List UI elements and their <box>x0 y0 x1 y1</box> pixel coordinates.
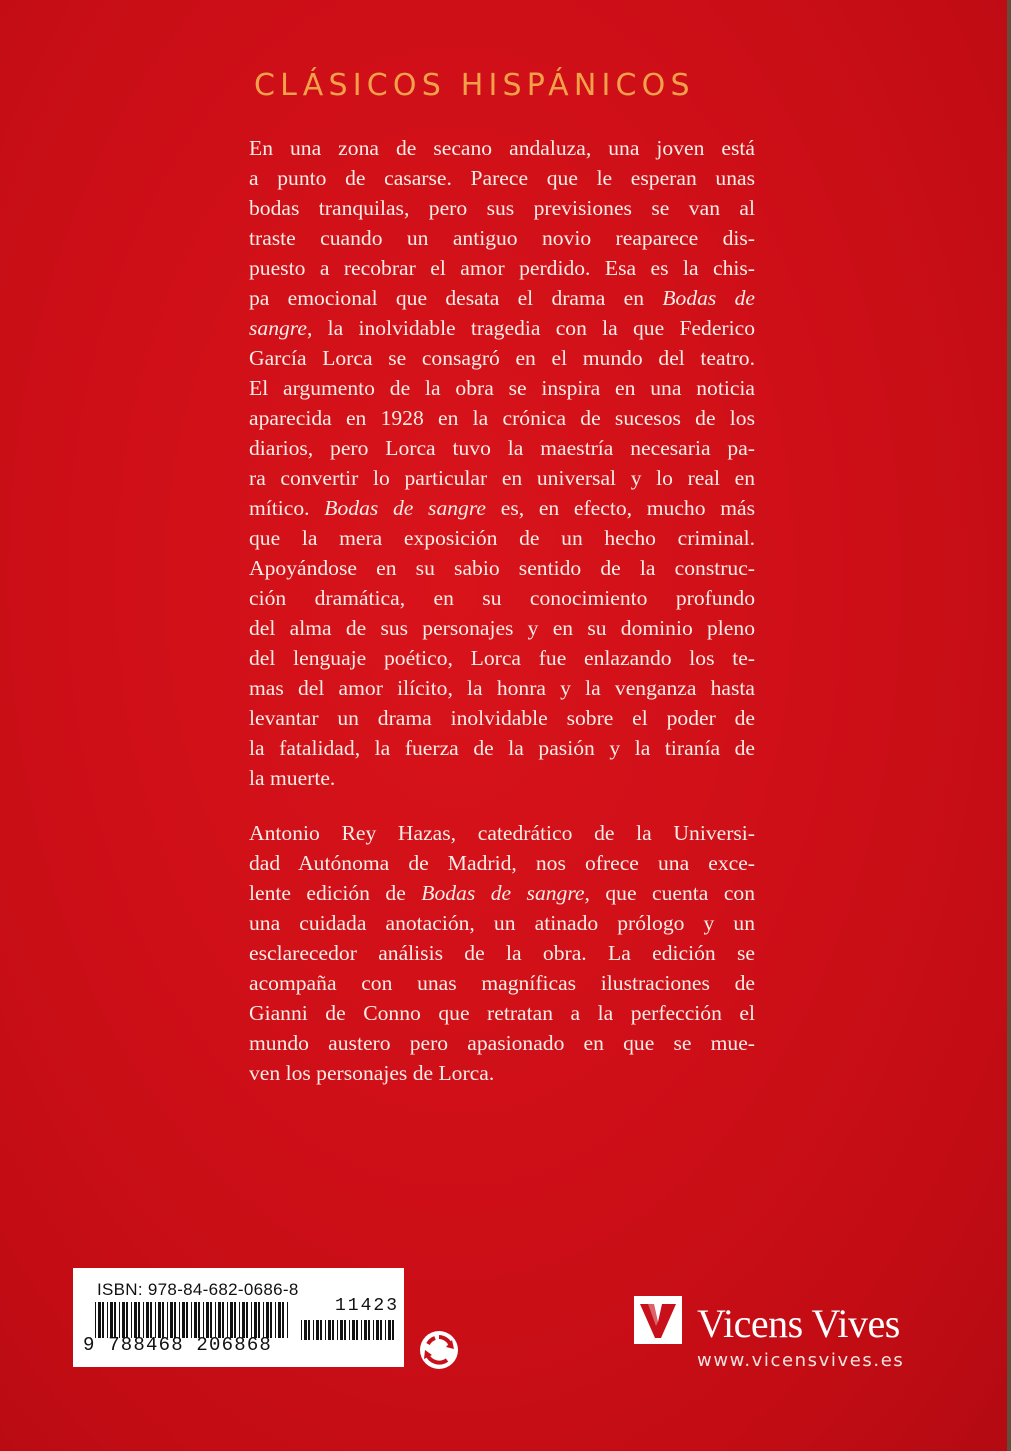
blurb-line <box>249 283 755 313</box>
barcode-bar <box>340 1320 343 1340</box>
barcode-bar <box>143 1302 144 1338</box>
barcode-bar <box>263 1302 264 1338</box>
barcode-bar <box>131 1302 132 1338</box>
editor-note-line: acompaña con unas magníficas ilustraciones de <box>249 971 755 995</box>
blurb-line: García Lorca se consagró en el mundo del teatro. <box>249 346 755 370</box>
blurb-line: diarios, pero Lorca tuvo la maestría necesaria pa- <box>249 436 755 460</box>
editor-note-text: , que cuenta con <box>584 881 755 905</box>
barcode-bar <box>282 1302 284 1338</box>
barcode-bar <box>239 1302 240 1338</box>
barcode-bar <box>313 1320 314 1340</box>
addon-digits: 11423 <box>335 1296 400 1316</box>
barcode-bar <box>102 1302 104 1338</box>
barcode-bar <box>230 1302 233 1338</box>
barcode-bar <box>126 1302 128 1338</box>
barcode-bar <box>361 1320 362 1340</box>
barcode-bar <box>388 1320 391 1340</box>
book-title-italic: sangre <box>249 316 307 340</box>
editor-note-line: Antonio Rey Hazas, catedrático de la Universi- <box>249 821 755 845</box>
blurb-line: bodas tranquilas, pero sus previsiones se van al <box>249 196 755 220</box>
barcode-bar <box>254 1302 257 1338</box>
editor-note-line: dad Autónoma de Madrid, nos ofrece una exce- <box>249 851 755 875</box>
blurb-line: la fatalidad, la fuerza de la pasión y la tiranía de <box>249 736 755 760</box>
blurb-text: pa emocional que desata el drama en <box>249 286 645 310</box>
barcode-bar <box>186 1302 188 1338</box>
barcode-bar <box>373 1320 374 1340</box>
barcode-bar <box>134 1302 137 1338</box>
barcode-bar <box>376 1320 379 1340</box>
recycle-icon <box>417 1328 461 1372</box>
barcode-bar <box>308 1320 310 1340</box>
book-title-italic: Bodas de <box>662 286 755 310</box>
blurb-line: a punto de casarse. Parece que le esperan unas <box>249 166 755 190</box>
blurb-paragraph <box>249 133 755 793</box>
barcode-bar <box>332 1320 334 1340</box>
blurb-line: El argumento de la obra se inspira en una noticia <box>249 376 755 400</box>
book-title-italic: Bodas de sangre <box>324 496 487 520</box>
blurb-line: levantar un drama inolvidable sobre el poder de <box>249 706 755 730</box>
blurb-line: la muerte. <box>249 766 336 790</box>
book-title-italic: Bodas de sangre <box>421 881 585 905</box>
vicens-vives-logo-icon <box>634 1296 682 1344</box>
barcode-bar <box>304 1320 307 1340</box>
barcode-bar <box>114 1302 116 1338</box>
editor-note-line: ven los personajes de Lorca. <box>249 1061 495 1085</box>
barcode-bar <box>194 1302 197 1338</box>
blurb-line: En una zona de secano andaluza, una joven está <box>249 136 755 160</box>
blurb-line: ción dramática, en su conocimiento profundo <box>249 586 755 610</box>
blurb-line: que la mera exposición de un hecho criminal. <box>249 526 755 550</box>
barcode-bar <box>206 1302 209 1338</box>
blurb-line: traste cuando un antiguo novio reaparece dis- <box>249 226 755 250</box>
editor-note-line: esclarecedor análisis de la obra. La edición se <box>249 941 755 965</box>
barcode-bar <box>287 1302 288 1338</box>
blurb-text: , la inolvidable tragedia con la que Federico <box>306 316 755 340</box>
barcode-bar <box>182 1302 185 1338</box>
barcode-bar <box>278 1302 281 1338</box>
barcode-bar <box>325 1320 326 1340</box>
barcode-bar <box>364 1320 367 1340</box>
editor-note-line: una cuidada anotación, un atinado prólogo y un <box>249 911 755 935</box>
barcode-bar <box>107 1302 108 1338</box>
barcode-bar <box>150 1302 152 1338</box>
publisher-url: www.vicensvives.es <box>697 1350 905 1371</box>
barcode-bar <box>122 1302 125 1338</box>
barcode-bar <box>234 1302 236 1338</box>
barcode-bar <box>119 1302 120 1338</box>
barcode-bar <box>266 1302 269 1338</box>
barcode-bar <box>203 1302 204 1338</box>
blurb-line: del alma de sus personajes y en su dominio pleno <box>249 616 755 640</box>
series-title: CLÁSICOS HISPÁNICOS <box>254 68 695 103</box>
barcode-bar <box>344 1320 346 1340</box>
blurb-line: aparecida en 1928 en la crónica de sucesos de los <box>249 406 755 430</box>
barcode-bar <box>246 1302 248 1338</box>
blurb-text: es, en efecto, mucho más <box>500 496 755 520</box>
addon-barcode-bars <box>301 1320 397 1340</box>
barcode-bar <box>162 1302 164 1338</box>
barcode-bar <box>320 1320 322 1340</box>
barcode-bar <box>392 1320 394 1340</box>
barcode-bar <box>98 1302 101 1338</box>
barcode-bar <box>146 1302 149 1338</box>
barcode-bar <box>316 1320 319 1340</box>
blurb-line: puesto a recobrar el amor perdido. Esa es la chis- <box>249 256 755 280</box>
blurb-line <box>249 493 755 523</box>
barcode-bar <box>218 1302 221 1338</box>
barcode-bar <box>227 1302 228 1338</box>
barcode-bar <box>242 1302 245 1338</box>
barcode-bar <box>368 1320 370 1340</box>
barcode-bar <box>95 1302 96 1338</box>
barcode-bar <box>380 1320 382 1340</box>
barcode-bar <box>251 1302 252 1338</box>
barcode-bar <box>352 1320 355 1340</box>
isbn-label: ISBN: 978-84-682-0686-8 <box>97 1280 299 1299</box>
blurb-line: ra convertir lo particular en universal y lo real en <box>249 466 755 490</box>
barcode-bar <box>167 1302 168 1338</box>
editor-note-line <box>249 878 755 908</box>
barcode-bar <box>222 1302 224 1338</box>
barcode-bar <box>179 1302 180 1338</box>
barcode-label <box>73 1268 404 1367</box>
barcode-bar <box>258 1302 260 1338</box>
editor-note-text: lente edición de <box>249 881 406 905</box>
blurb-text: mítico. <box>249 496 310 520</box>
barcode-bar <box>155 1302 156 1338</box>
barcode-bar <box>110 1302 113 1338</box>
editor-note-paragraph <box>249 818 755 1088</box>
barcode-bar <box>328 1320 331 1340</box>
barcode-bar <box>270 1302 272 1338</box>
barcode-bar <box>174 1302 176 1338</box>
publisher-name: Vicens Vives <box>697 1301 900 1346</box>
ean-barcode-bars <box>95 1302 295 1338</box>
blurb-line: mas del amor ilícito, la honra y la venganza hasta <box>249 676 755 700</box>
barcode-bar <box>158 1302 161 1338</box>
barcode-bar <box>215 1302 216 1338</box>
blurb-line: Apoyándose en su sabio sentido de la construc- <box>249 556 755 580</box>
barcode-bar <box>301 1320 302 1340</box>
editor-note-line: Gianni de Conno que retratan a la perfección el <box>249 1001 755 1025</box>
barcode-bar <box>385 1320 386 1340</box>
blurb-line: del lenguaje poético, Lorca fue enlazando los te- <box>249 646 755 670</box>
barcode-bar <box>210 1302 212 1338</box>
barcode-bar <box>349 1320 350 1340</box>
barcode-bar <box>356 1320 358 1340</box>
barcode-bar <box>275 1302 276 1338</box>
barcode-bar <box>198 1302 200 1338</box>
blurb-line <box>249 313 755 343</box>
barcode-bar <box>337 1320 338 1340</box>
ean-digits: 9 788468 206868 <box>83 1334 273 1356</box>
barcode-bar <box>191 1302 192 1338</box>
cover-edge <box>1007 0 1011 1451</box>
editor-note-line: mundo austero pero apasionado en que se mue- <box>249 1031 755 1055</box>
barcode-bar <box>170 1302 173 1338</box>
barcode-bar <box>138 1302 140 1338</box>
